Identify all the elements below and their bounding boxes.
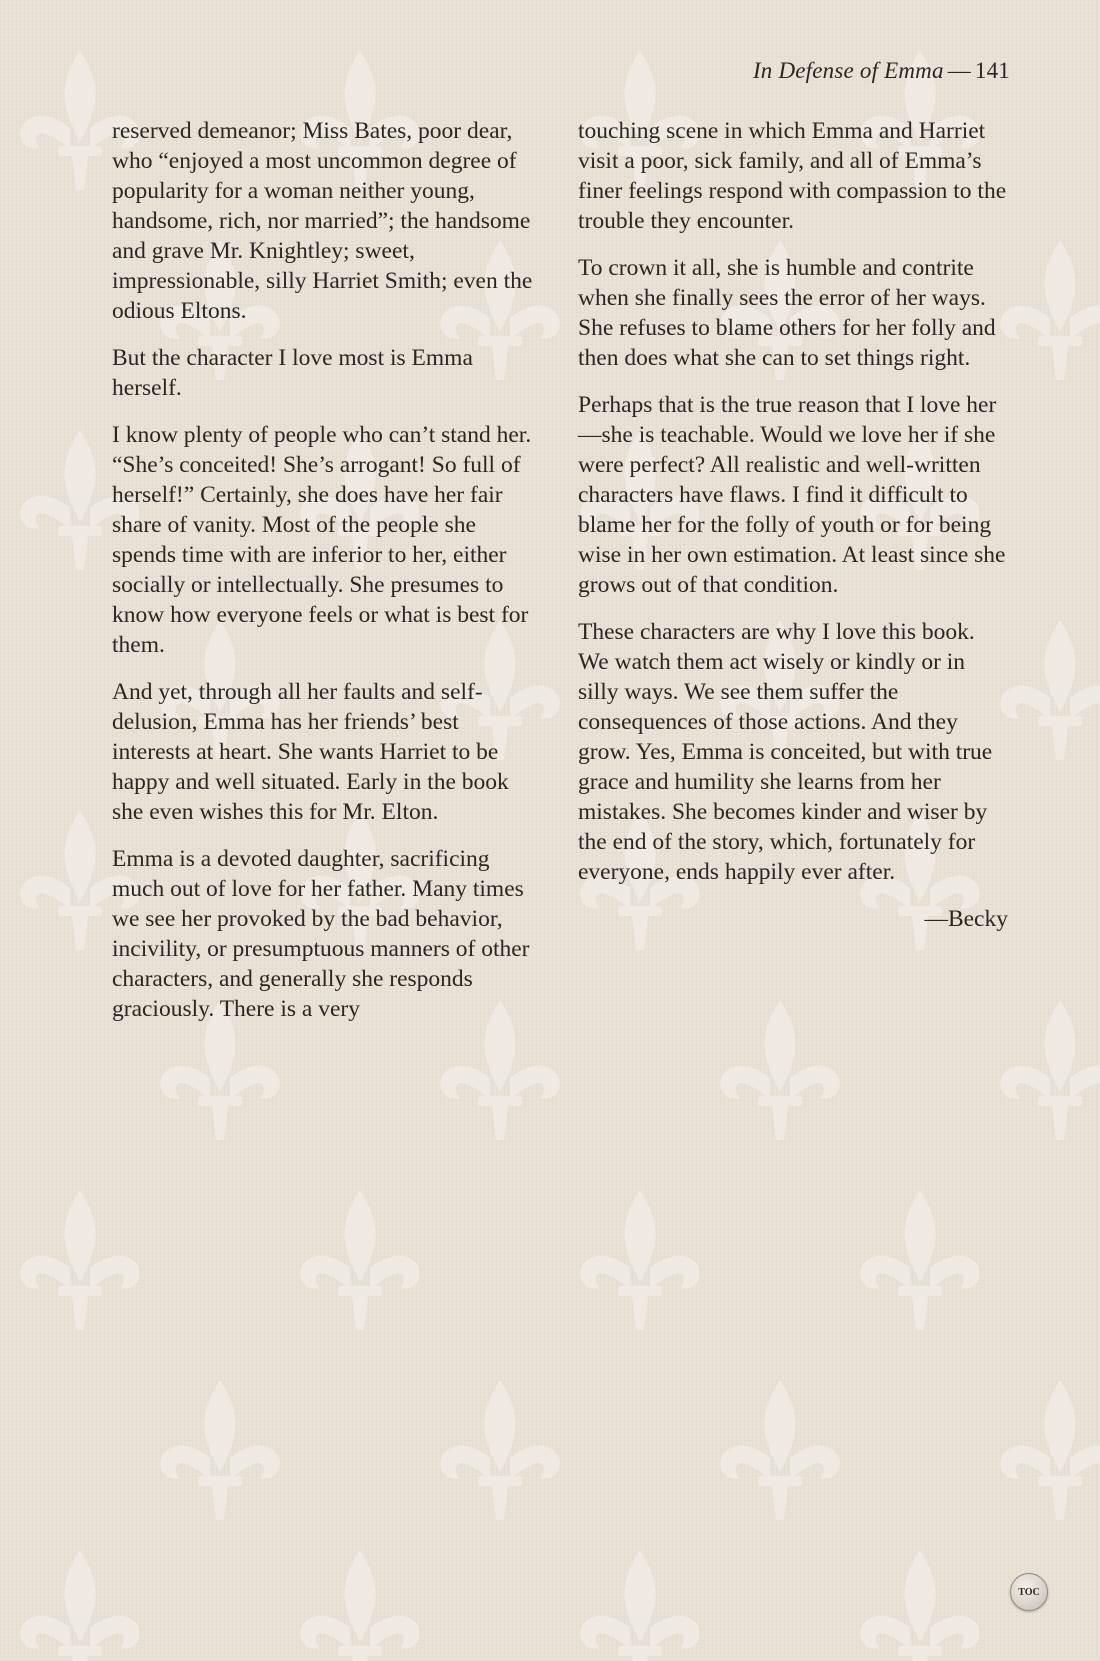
paragraph: These characters are why I love this book. We watch them act wisely or kindly or in silly ways. We see them suffer the consequences of those actions. And they grow. Yes, Emma is conceited, but with true grace and humility she learns from her mistakes. She becomes kinder and wiser by the end of the story, which, fortunately for everyone, ends happily ever after. bbox=[578, 619, 993, 885]
author-signature: —Becky bbox=[924, 906, 1008, 932]
left-text-column bbox=[112, 116, 542, 1041]
paragraph: I know plenty of people who can’t stand her. “She’s conceited! She’s arrogant! So full of herself!” Certainly, she does have her fair share of vanity. Most of the people she spends time with are inferior to her, either socially or intellectually. She presumes to know how everyone feels or what is best for them. bbox=[112, 422, 532, 658]
paragraph: Emma is a devoted daughter, sacrificing much out of love for her father. Many times we see her provoked by the bad behavior, incivility, or presumptuous manners of other characters, and generally she responds graciously. There is a very bbox=[112, 846, 530, 1022]
paragraph: And yet, through all her faults and self-delusion, Emma has her friends’ best interests at heart. She wants Harriet to be happy and well situated. Early in the book she even wishes this for Mr. Elton. bbox=[112, 679, 509, 825]
running-header-title: In Defense of Emma bbox=[752, 58, 944, 83]
paragraph: reserved demeanor; Miss Bates, poor dear, who “enjoyed a most uncommon degree of popularity for a woman neither young, handsome, rich, nor married”; the handsome and grave Mr. Knightley; sweet, impressionable, silly Harriet Smith; even the odious Eltons. bbox=[112, 118, 533, 324]
right-text-column bbox=[578, 116, 1008, 951]
toc-button[interactable] bbox=[1010, 1573, 1048, 1611]
running-header-dash: — bbox=[947, 58, 971, 83]
toc-button-label: TOC bbox=[1018, 1586, 1040, 1598]
paragraph: touching scene in which Emma and Harriet visit a poor, sick family, and all of Emma’s finer feelings respond with compassion to the trouble they encounter. bbox=[578, 118, 1007, 234]
paragraph: To crown it all, she is humble and contrite when she finally sees the error of her ways. She refuses to blame others for her folly and then does what she can to set things right. bbox=[578, 255, 996, 371]
running-header bbox=[753, 58, 1010, 84]
page-number: 141 bbox=[974, 58, 1010, 83]
paragraph: Perhaps that is the true reason that I love her—she is teachable. Would we love her if she were perfect? All realistic and well-written characters have flaws. I find it difficult to blame her for the folly of youth or for being wise in her own estimation. At least since she grows out of that condition. bbox=[578, 392, 1006, 598]
paragraph: But the character I love most is Emma herself. bbox=[112, 345, 473, 401]
